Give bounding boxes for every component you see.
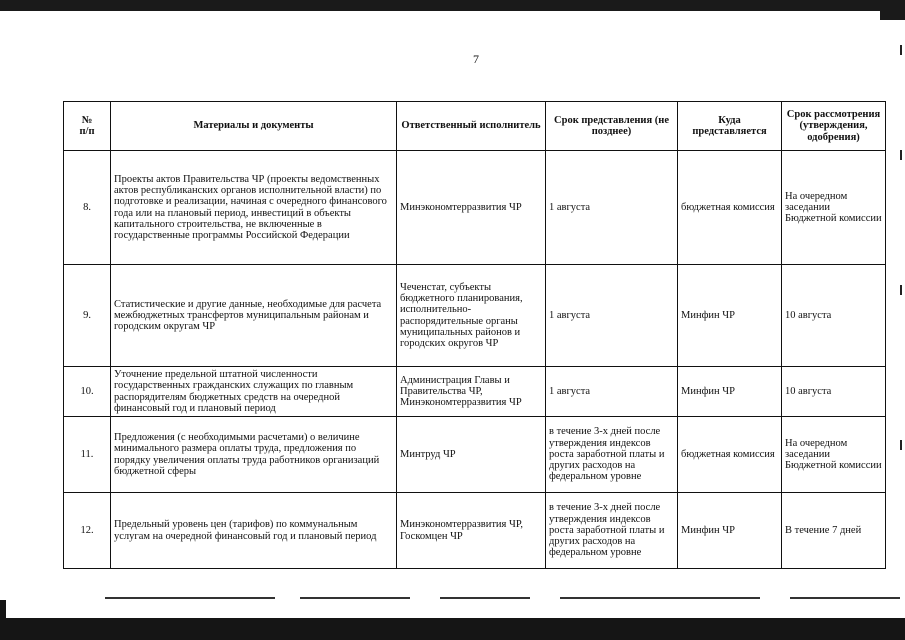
scan-dash-line (300, 597, 410, 599)
table-row (64, 367, 886, 417)
row-destination: Минфин ЧР (678, 493, 782, 569)
scan-mark (900, 440, 902, 450)
header-executor: Ответственный исполнитель (397, 102, 546, 151)
table-row (64, 417, 886, 493)
row-destination: Минфин ЧР (678, 367, 782, 417)
table-row (64, 493, 886, 569)
row-review: 10 августа (782, 367, 886, 417)
scan-mark (900, 150, 902, 160)
row-deadline: 1 августа (546, 265, 678, 367)
row-review: На очередном заседании Бюджетной комиссии (782, 151, 886, 265)
row-materials: Предложения (с необходимыми расчетами) о величине минимального размера оплаты труда, предложения по порядку увеличения оплаты труда работников организаций бюджетной сферы (111, 417, 397, 493)
row-executor: Чеченстат, субъекты бюджетного планирования, исполнительно-распорядительные органы муниципальных районов и городских округов ЧР (397, 265, 546, 367)
header-number: № п/п (64, 102, 111, 151)
row-number: 10. (64, 367, 111, 417)
row-number: 11. (64, 417, 111, 493)
documents-table (63, 101, 886, 569)
header-destination: Куда представляется (678, 102, 782, 151)
header-deadline: Срок представления (не позднее) (546, 102, 678, 151)
table-row (64, 151, 886, 265)
scan-mark (900, 285, 902, 295)
row-destination: бюджетная комиссия (678, 151, 782, 265)
row-executor: Минтруд ЧР (397, 417, 546, 493)
scan-edge-shadow (0, 600, 6, 620)
row-number: 8. (64, 151, 111, 265)
row-executor: Администрация Главы и Правительства ЧР, Минэкономтерразвития ЧР (397, 367, 546, 417)
scan-corner-shadow (880, 0, 905, 20)
row-review: В течение 7 дней (782, 493, 886, 569)
row-deadline: 1 августа (546, 151, 678, 265)
row-deadline: 1 августа (546, 367, 678, 417)
table-header-row (64, 102, 886, 151)
row-deadline: в течение 3-х дней после утверждения индексов роста заработной платы и других расходов на федеральном уровне (546, 417, 678, 493)
header-materials: Материалы и документы (111, 102, 397, 151)
row-executor: Минэкономтерразвития ЧР, Госкомцен ЧР (397, 493, 546, 569)
page-number: 7 (473, 52, 479, 66)
scan-mark (900, 45, 902, 55)
row-materials: Уточнение предельной штатной численности государственных гражданских служащих по главным распорядителям бюджетных средств на очередной финансовый год и плановый период (111, 367, 397, 417)
row-review: На очередном заседании Бюджетной комиссии (782, 417, 886, 493)
row-number: 12. (64, 493, 111, 569)
scan-dash-line (560, 597, 760, 599)
scan-dash-line (440, 597, 530, 599)
row-materials: Статистические и другие данные, необходимые для расчета межбюджетных трансфертов муниципальным районам и городским округам ЧР (111, 265, 397, 367)
row-materials: Предельный уровень цен (тарифов) по коммунальным услугам на очередной финансовый год и плановый период (111, 493, 397, 569)
scan-top-border (0, 0, 905, 11)
scan-dash-line (790, 597, 900, 599)
row-destination: Минфин ЧР (678, 265, 782, 367)
row-executor: Минэкономтерразвития ЧР (397, 151, 546, 265)
row-destination: бюджетная комиссия (678, 417, 782, 493)
row-number: 9. (64, 265, 111, 367)
row-deadline: в течение 3-х дней после утверждения индексов роста заработной платы и других расходов на федеральном уровне (546, 493, 678, 569)
header-review: Срок рассмотрения (утверждения, одобрения) (782, 102, 886, 151)
table-row (64, 265, 886, 367)
scan-bottom-border (0, 618, 905, 640)
scan-dash-line (105, 597, 275, 599)
row-materials: Проекты актов Правительства ЧР (проекты ведомственных актов республиканских органов исполнительной власти) по подготовке и реализации, начиная с очередного финансового года или на плановый период, инвестиций в объекты капитального строительства, не включенные в государственные программы Российской Федерации (111, 151, 397, 265)
row-review: 10 августа (782, 265, 886, 367)
